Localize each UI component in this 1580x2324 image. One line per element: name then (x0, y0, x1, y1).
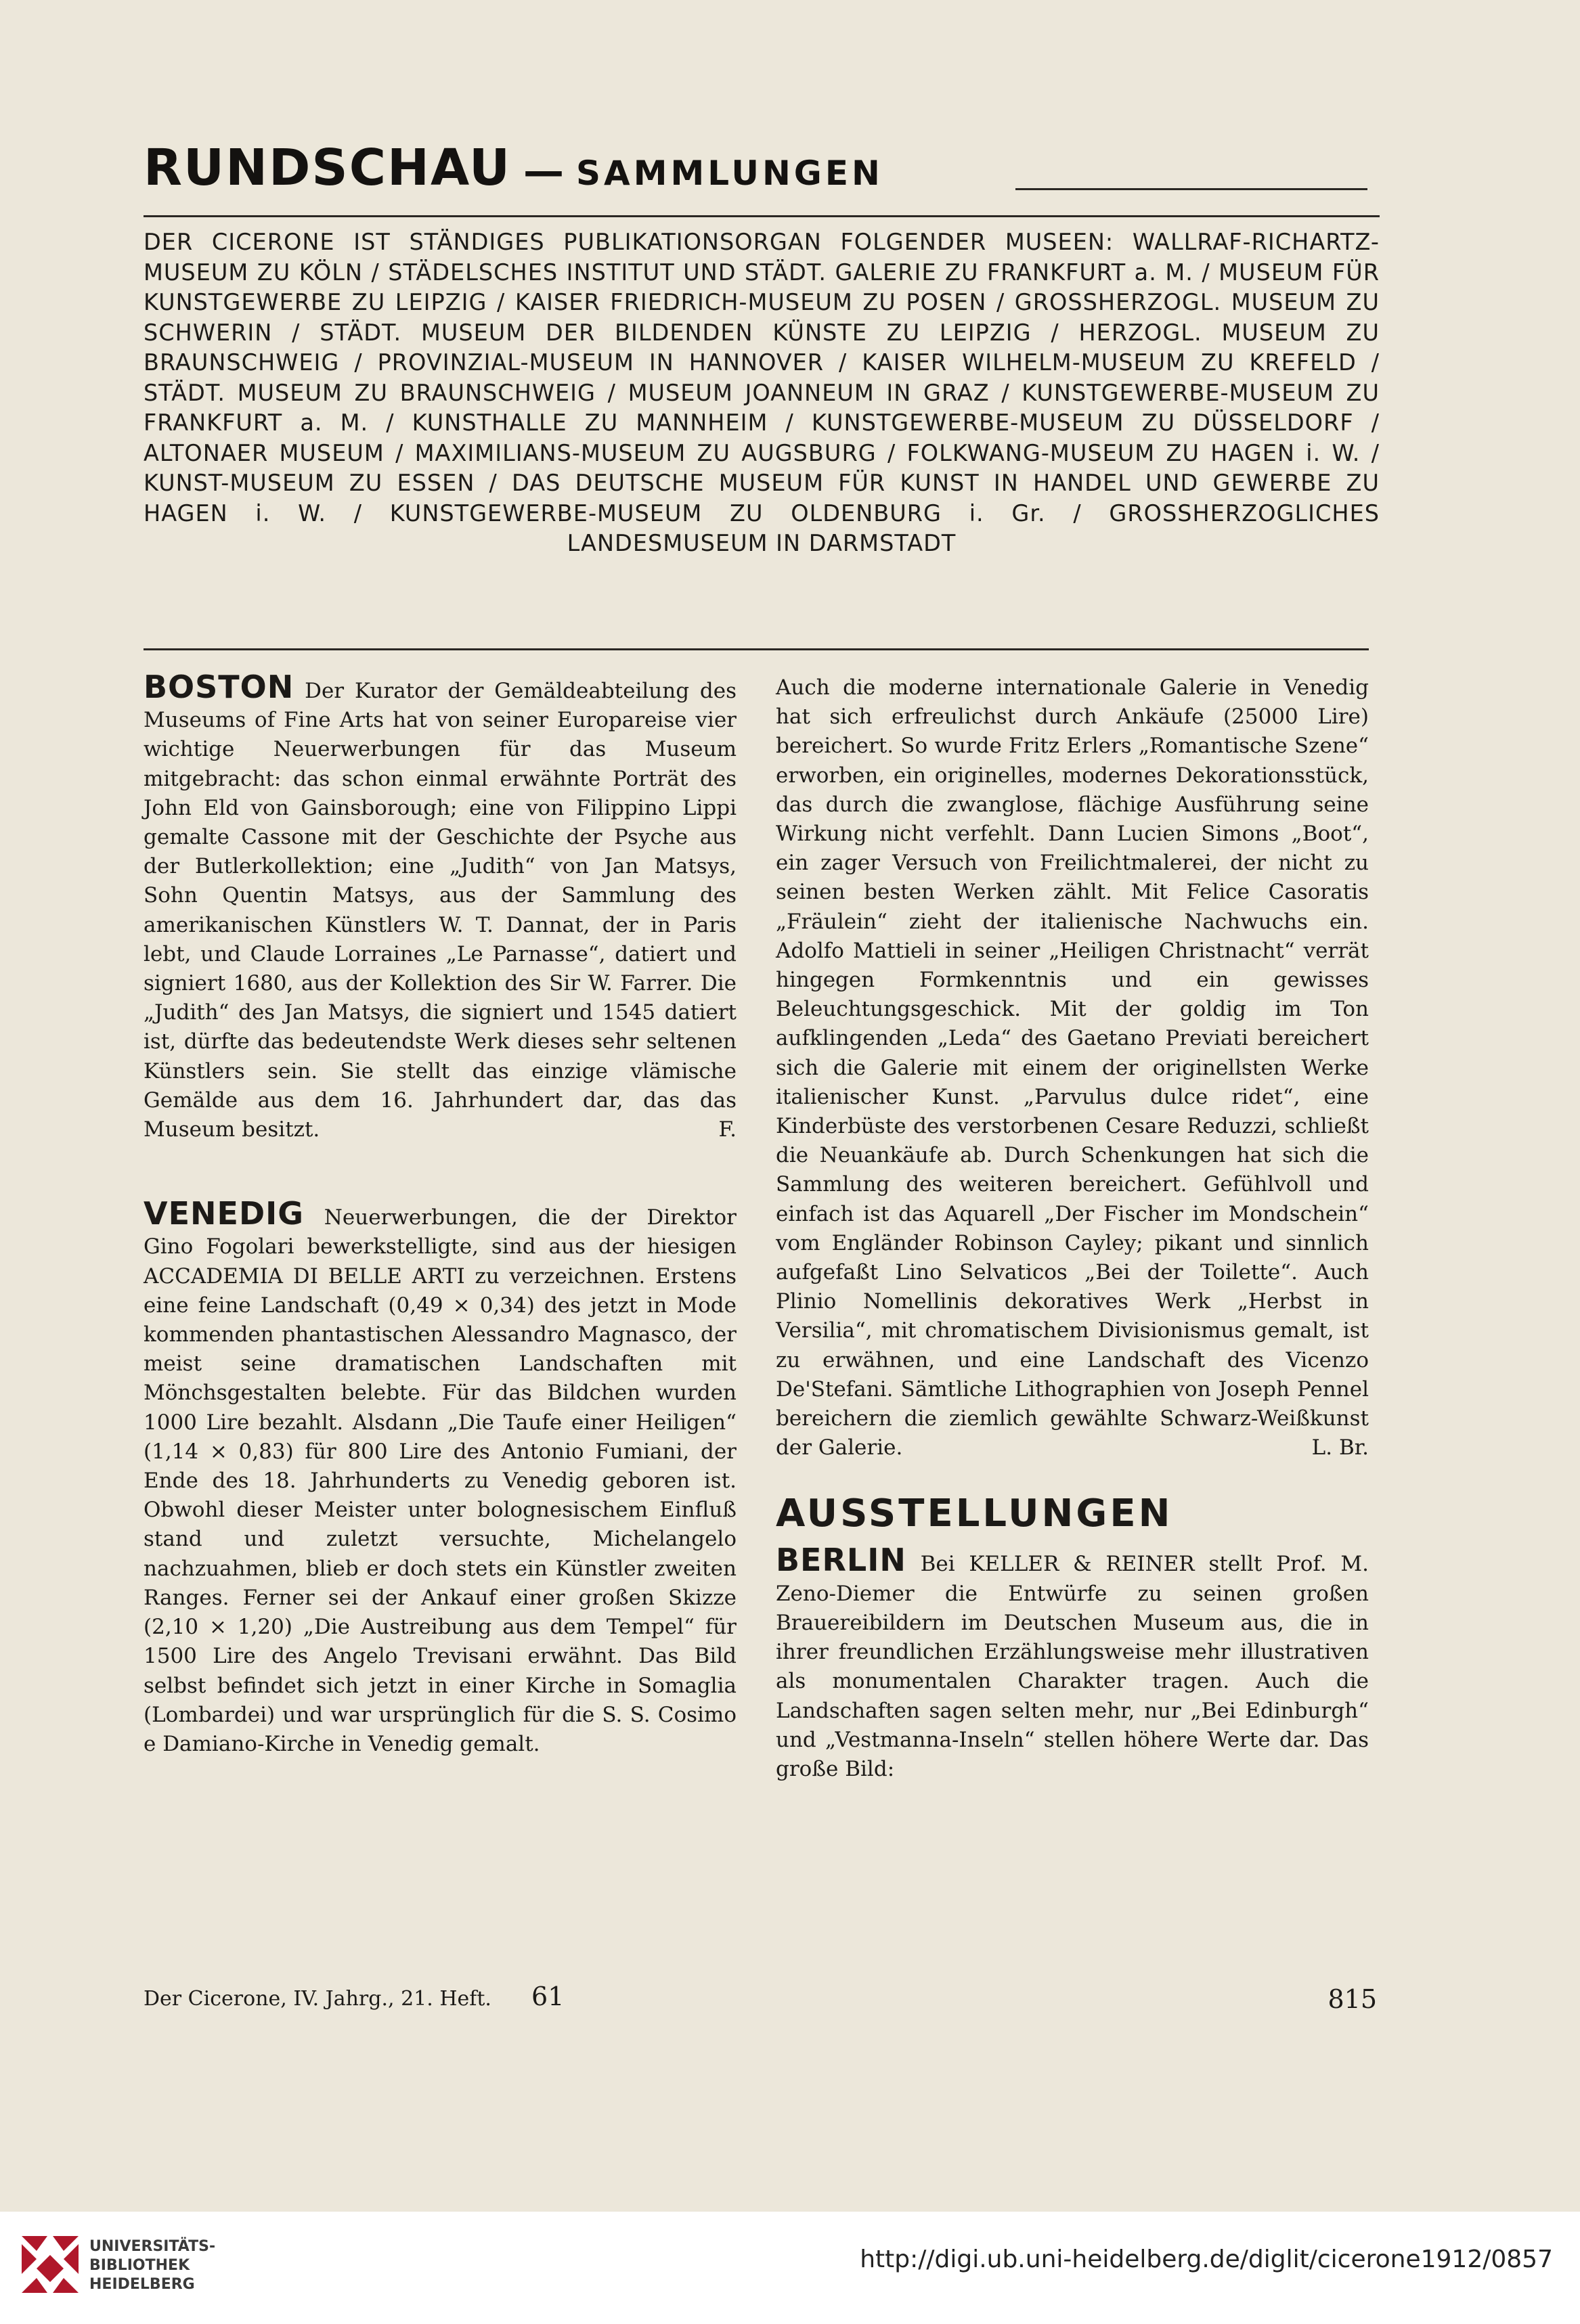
left-column (144, 669, 737, 1759)
boston-article (144, 669, 737, 1144)
boston-heading: BOSTON (144, 669, 294, 705)
venedig-continued-article (776, 673, 1369, 1462)
venedig-text: Neuerwerbungen, die der Direktor Gino Fogolari bewerkstelligte, sind aus der hiesigen ACCADEMIA DI BELLE ARTI zu verzeichnen. Erstens eine feine Landschaft (0,49 × 0,34) des jetzt in Mode kommenden phantastischen Alessandro Magnasco, der meist seine dramatischen Landschaften mit Mönchsgestalten belebte. Für das Bildchen wurden 1000 Lire bezahlt. Alsdann „Die Taufe einer Heiligen“ (1,14 × 0,83) für 800 Lire des Antonio Fumiani, der Ende des 18. Jahrhunderts zu Venedig geboren ist. Obwohl dieser Meister unter bolognesischem Einfluß stand und zuletzt versuchte, Michelangelo nachzuahmen, blieb er doch stets ein Künstler zweiten Ranges. Ferner sei der Ankauf einer großen Skizze (2,10 × 1,20) „Die Austreibung aus dem Tempel“ für 1500 Lire des Angelo Trevisani erwähnt. Das Bild selbst befindet sich jetzt in einer Kirche in Somaglia (Lombardei) und war ursprünglich für die S. S. Cosimo e Damiano-Kirche in Venedig gemalt. (144, 1205, 737, 1756)
right-column (776, 673, 1369, 1784)
title-rule (1015, 188, 1367, 190)
boston-signature: F. (718, 1117, 737, 1142)
footer-sheet-number: 61 (531, 1982, 565, 2011)
library-name-line2: BIBLIOTHEK (89, 2257, 190, 2274)
venedig-heading: VENEDIG (144, 1195, 304, 1232)
footer-journal: Der Cicerone, IV. Jahrg., 21. Heft. (144, 1987, 491, 2011)
berlin-text: Bei KELLER & REINER stellt Prof. M. Zeno-Diemer die Entwürfe zu seinen großen Brauereibildern im Deutschen Museum aus, die in ihrer freundlichen Erzählungsweise mehr illustrativen als monumentalen Charakter tragen. Auch die Landschaften sagen selten mehr, nur „Bei Edinburgh“ und „Vestmanna-Inseln“ stellen höhere Werte dar. Das große Bild: (776, 1552, 1369, 1781)
masthead-top-rule (144, 215, 1380, 217)
library-name (89, 2237, 215, 2294)
source-url-link[interactable]: http://digi.ub.uni-heidelberg.de/diglit/cicerone1912/0857 (860, 2245, 1553, 2273)
venedig-article (144, 1195, 737, 1759)
venedig-continued-text: Auch die moderne internationale Galerie in Venedig hat sich erfreulichst durch Ankäufe (25000 Lire) bereichert. So wurde Fritz Erlers „Romantische Szene“ erworben, ein originelles, modernes Dekorationsstück, das durch die zwanglose, flächige Ausführung seine Wirkung nicht verfehlt. Dann Lucien Simons „Boot“, ein zager Versuch von Freilichtmalerei, der nicht zu seinen besten Werken zählt. Mit Felice Casoratis „Fräulein“ zieht der italienische Nachwuchs ein. Adolfo Mattieli in seiner „Heiligen Christnacht“ verrät hingegen Formkenntnis und ein gewisses Beleuchtungsgeschick. Mit der goldig im Ton aufklingenden „Leda“ des Gaetano Previati bereichert sich die Galerie mit einem der originellsten Werke italienischer Kunst. „Parvulus dulce ridet“, eine Kinderbüste des verstorbenen Cesare Reduzzi, schließt die Neuankäufe ab. Durch Schenkungen hat sich die Sammlung des weiteren bereichert. Gefühlvoll und einfach ist das Aquarell „Der Fischer im Mondschein“ vom Engländer Robinson Cayley; pikant und sinnlich aufgefaßt Lino Selvaticos „Bei der Toilette“. Auch Plinio Nomellinis dekoratives Werk „Herbst in Versilia“, mit chromatischem Divisionismus gemalt, ist zu erwähnen, und eine Landschaft des Vicenzo De'Stefani. Sämtliche Lithographien von Joseph Pennel bereichern die ziemlich gewählte Schwarz-Weißkunst der Galerie. (776, 675, 1369, 1460)
ausstellungen-heading: AUSSTELLUNGEN (776, 1492, 1173, 1536)
venedig-signature: L. Br. (1311, 1435, 1369, 1460)
boston-text: Der Kurator der Gemäldeabteilung des Museums of Fine Arts hat von seiner Europareise vier wichtige Neuerwerbungen für das Museum mitgebracht: das schon einmal erwähnte Porträt des John Eld von Gainsborough; eine von Filippino Lippi gemalte Cassone mit der Geschichte der Psyche aus der Butlerkollektion; eine „Judith“ von Jan Matsys, Sohn Quentin Matsys, aus der Sammlung des amerikanischen Künstlers W. T. Dannat, der in Paris lebt, und Claude Lorraines „Le Parnasse“, datiert und signiert 1680, aus der Kollektion des Sir W. Farrer. Die „Judith“ des Jan Matsys, die signiert und 1545 datiert ist, dürfte das bedeutendste Werk dieses sehr seltenen Künstlers sein. Sie stellt das einzige vlämische Gemälde aus dem 16. Jahrhundert dar, das das Museum besitzt. (144, 679, 737, 1142)
library-name-line1: UNIVERSITÄTS- (89, 2238, 216, 2255)
title-dash: — (523, 148, 565, 195)
footer-journal-info (144, 1982, 564, 2011)
masthead-bottom-rule (144, 648, 1369, 650)
title-rundschau: RUNDSCHAU (144, 139, 512, 197)
library-name-line3: HEIDELBERG (89, 2276, 195, 2293)
library-logo-icon (16, 2231, 84, 2298)
berlin-article (776, 1542, 1369, 1784)
masthead-museum-list: DER CICERONE IST STÄNDIGES PUBLIKATIONSORGAN FOLGENDER MUSEEN: WALLRAF-RICHARTZ-MUSEUM ZU KÖLN / STÄDELSCHES INSTITUT UND STÄDT. GALERIE ZU FRANKFURT a. M. / MUSEUM FÜR KUNSTGEWERBE ZU LEIPZIG / KAISER FRIEDRICH-MUSEUM ZU POSEN / GROSSHERZOGL. MUSEUM ZU SCHWERIN / STÄDT. MUSEUM DER BILDENDEN KÜNSTE ZU LEIPZIG / HERZOGL. MUSEUM ZU BRAUNSCHWEIG / PROVINZIAL-MUSEUM IN HANNOVER / KAISER WILHELM-MUSEUM ZU KREFELD / STÄDT. MUSEUM ZU BRAUNSCHWEIG / MUSEUM JOANNEUM IN GRAZ / KUNSTGEWERBE-MUSEUM ZU FRANKFURT a. M. / KUNSTHALLE ZU MANNHEIM / KUNSTGEWERBE-MUSEUM ZU DÜSSELDORF / ALTONAER MUSEUM / MAXIMILIANS-MUSEUM ZU AUGSBURG / FOLKWANG-MUSEUM ZU HAGEN i. W. / KUNST-MUSEUM ZU ESSEN / DAS DEUTSCHE MUSEUM FÜR KUNST IN HANDEL UND GEWERBE ZU HAGEN i. W. / KUNSTGEWERBE-MUSEUM ZU OLDENBURG i. Gr. / GROSSHERZOGLICHES LANDESMUSEUM IN DARMSTADT (144, 229, 1380, 556)
berlin-heading: BERLIN (776, 1542, 906, 1579)
page-title (144, 139, 883, 200)
title-sammlungen: SAMMLUNGEN (576, 154, 883, 193)
page-number: 815 (1327, 1984, 1377, 2014)
section-gap (144, 1144, 737, 1200)
